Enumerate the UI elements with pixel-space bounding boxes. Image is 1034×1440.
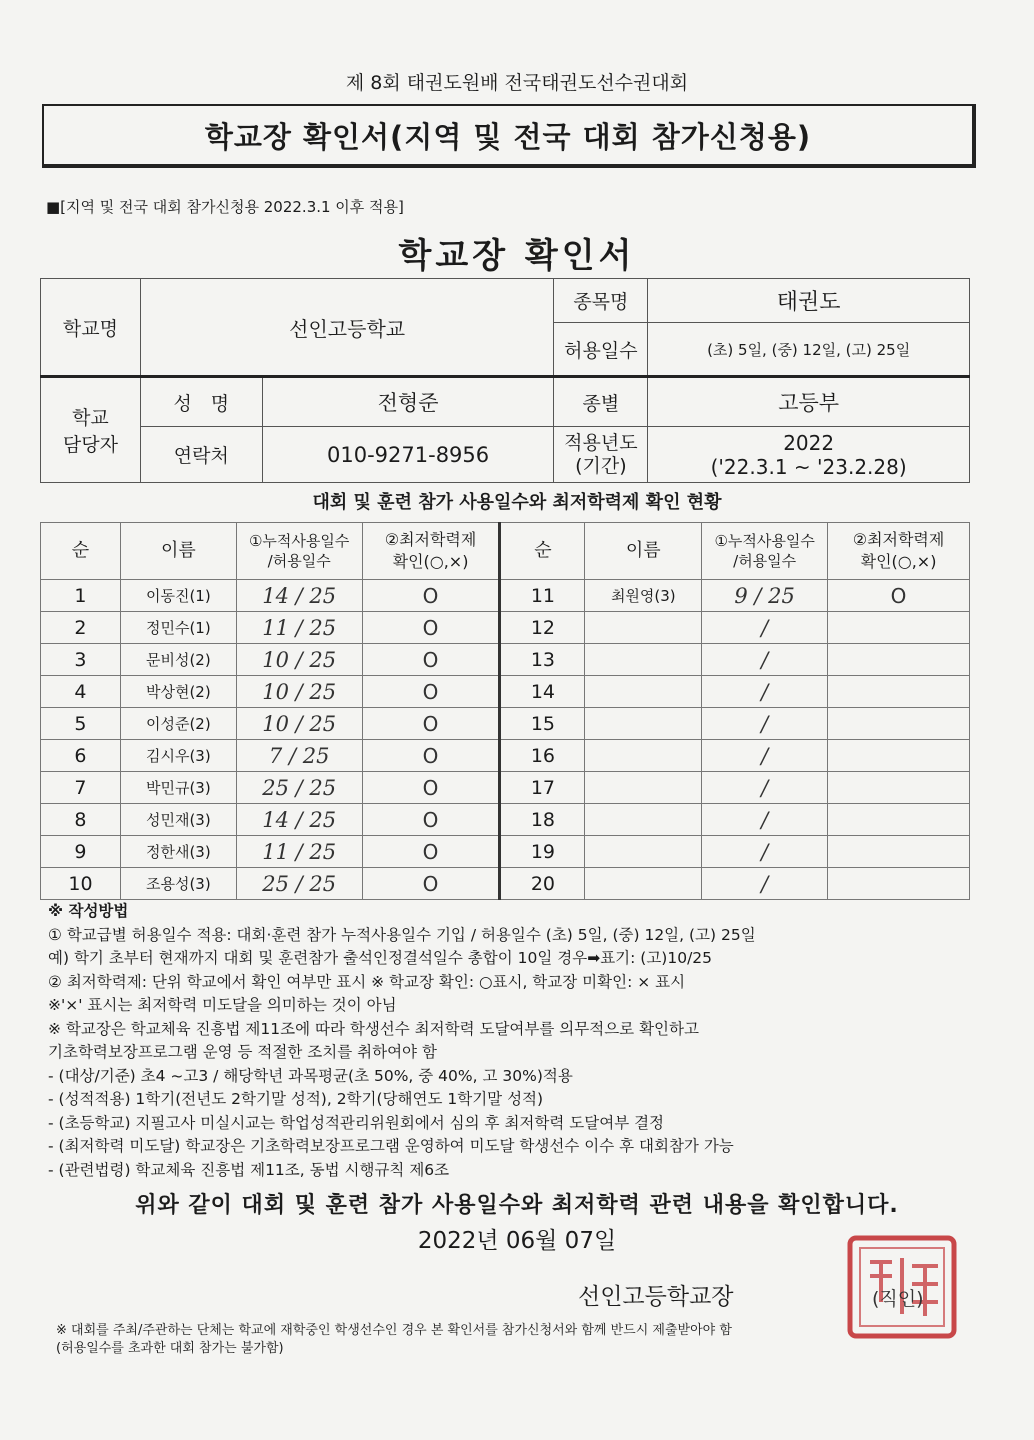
used-days: 7 / 25 bbox=[236, 740, 362, 772]
min-academic-check bbox=[828, 868, 970, 900]
row-number: 5 bbox=[41, 708, 121, 740]
col-min-header-2-line-1: ②최저학력제 bbox=[852, 530, 945, 550]
athlete-name: 문비성(2) bbox=[120, 644, 236, 676]
instruction-line: - (대상/기준) 초4 ~고3 / 해당학년 과목평균(초 50%, 중 40%, 고 30%)적용 bbox=[48, 1066, 573, 1085]
instruction-line: ② 최저학력제: 단위 학교에서 확인 여부만 표시 ※ 학교장 확인: ○표시, 학교장 미확인: × 표시 bbox=[48, 972, 686, 991]
applicability-note: ■[지역 및 전국 대회 참가신청용 2022.3.1 이후 적용] bbox=[46, 198, 404, 216]
year-label-line-2: (기간) bbox=[575, 454, 627, 477]
athlete-name: 박상현(2) bbox=[120, 676, 236, 708]
used-days: / bbox=[702, 772, 828, 804]
min-academic-check: O bbox=[362, 708, 500, 740]
allowed-days-label: 허용일수 bbox=[554, 323, 648, 377]
year-value-line-1: 2022 bbox=[783, 430, 835, 455]
col-min-header bbox=[362, 523, 500, 580]
row-number: 7 bbox=[41, 772, 121, 804]
school-value: 선인고등학교 bbox=[140, 279, 554, 377]
footnote bbox=[56, 1322, 996, 1358]
row-number: 12 bbox=[500, 612, 585, 644]
col-name-header-2: 이름 bbox=[585, 523, 702, 580]
min-academic-check bbox=[828, 836, 970, 868]
min-academic-check bbox=[828, 676, 970, 708]
row-number: 6 bbox=[41, 740, 121, 772]
table-row bbox=[41, 836, 970, 868]
instructions-title: ※ 작성방법 bbox=[48, 902, 129, 920]
row-number: 17 bbox=[500, 772, 585, 804]
athlete-name: 성민재(3) bbox=[120, 804, 236, 836]
year-value bbox=[648, 427, 970, 483]
used-days: 25 / 25 bbox=[236, 772, 362, 804]
athlete-name: 박민규(3) bbox=[120, 772, 236, 804]
document-heading: 학교장 확인서(지역 및 전국 대회 참가신청용) bbox=[204, 119, 812, 154]
athlete-name: 김시우(3) bbox=[120, 740, 236, 772]
row-number: 19 bbox=[500, 836, 585, 868]
allowed-days-value: (초) 5일, (중) 12일, (고) 25일 bbox=[648, 323, 970, 377]
used-days: / bbox=[702, 836, 828, 868]
instructions bbox=[48, 900, 978, 1182]
footnote-line-2: (허용일수를 초과한 대회 참가는 불가함) bbox=[56, 1341, 284, 1356]
col-days-header-2-line-1: ①누적사용일수 bbox=[714, 531, 815, 550]
athlete-name: 정한새(3) bbox=[120, 836, 236, 868]
table-row bbox=[41, 868, 970, 900]
used-days: 9 / 25 bbox=[702, 580, 828, 612]
athlete-name bbox=[585, 772, 702, 804]
row-number: 18 bbox=[500, 804, 585, 836]
min-academic-check bbox=[828, 644, 970, 676]
col-days-header-2 bbox=[702, 523, 828, 580]
col-no-header-2: 순 bbox=[500, 523, 585, 580]
school-label: 학교명 bbox=[41, 279, 141, 377]
col-min-header-line-1: ②최저학력제 bbox=[384, 530, 477, 550]
row-number: 8 bbox=[41, 804, 121, 836]
used-days: 25 / 25 bbox=[236, 868, 362, 900]
min-academic-check bbox=[828, 612, 970, 644]
seal-label: (직인) bbox=[872, 1288, 924, 1310]
section-title: 대회 및 훈련 참가 사용일수와 최저학력제 확인 현황 bbox=[312, 492, 722, 513]
instruction-line: 예) 학기 초부터 현재까지 대회 및 훈련참가 출석인정결석일수 총합이 10일 경우➡표기: (고)10/25 bbox=[48, 949, 713, 967]
principal-title: 선인고등학교장 bbox=[578, 1284, 734, 1310]
col-min-header-2-line-2: 확인(○,×) bbox=[860, 552, 937, 571]
document-heading-box bbox=[42, 104, 976, 168]
col-min-header-2 bbox=[828, 523, 970, 580]
row-number: 20 bbox=[500, 868, 585, 900]
used-days: 10 / 25 bbox=[236, 676, 362, 708]
name-label: 성 명 bbox=[140, 377, 262, 427]
manager-label bbox=[41, 377, 141, 483]
instruction-line: - (최저학력 미도달) 학교장은 기초학력보장프로그램 운영하여 미도달 학생선수 이수 후 대회참가 가능 bbox=[48, 1137, 734, 1155]
year-label-line-1: 적용년도 bbox=[564, 431, 638, 454]
table-row bbox=[41, 708, 970, 740]
min-academic-check bbox=[828, 772, 970, 804]
used-days: / bbox=[702, 868, 828, 900]
min-academic-check: O bbox=[362, 804, 500, 836]
row-number: 2 bbox=[41, 612, 121, 644]
used-days: / bbox=[702, 708, 828, 740]
athlete-name: 이동진(1) bbox=[120, 580, 236, 612]
table-row bbox=[41, 676, 970, 708]
contact-value: 010-9271-8956 bbox=[262, 427, 554, 483]
used-days: 11 / 25 bbox=[236, 612, 362, 644]
manager-label-line-1: 학교 bbox=[72, 407, 109, 429]
athlete-name bbox=[585, 612, 702, 644]
min-academic-check: O bbox=[362, 676, 500, 708]
used-days: / bbox=[702, 804, 828, 836]
instruction-line: ※ 학교장은 학교체육 진흥법 제11조에 따라 학생선수 최저학력 도달여부를 의무적으로 확인하고 bbox=[48, 1019, 699, 1038]
used-days: 11 / 25 bbox=[236, 836, 362, 868]
min-academic-check: O bbox=[828, 580, 970, 612]
year-label bbox=[554, 427, 648, 483]
row-number: 11 bbox=[500, 580, 585, 612]
min-academic-check bbox=[828, 708, 970, 740]
table-row bbox=[41, 644, 970, 676]
instruction-line: - (성적적용) 1학기(전년도 2학기말 성적), 2학기(당해연도 1학기말 성적) bbox=[48, 1090, 544, 1108]
used-days: / bbox=[702, 644, 828, 676]
school-info-table bbox=[40, 278, 970, 483]
sport-value: 태권도 bbox=[648, 279, 970, 323]
page-title: 학교장 확인서 bbox=[398, 236, 636, 276]
manager-name: 전형준 bbox=[262, 377, 554, 427]
row-number: 3 bbox=[41, 644, 121, 676]
used-days: / bbox=[702, 676, 828, 708]
athlete-name bbox=[585, 836, 702, 868]
division-value: 고등부 bbox=[648, 377, 970, 427]
athlete-name bbox=[585, 740, 702, 772]
year-value-line-2: ('22.3.1 ~ '23.2.28) bbox=[710, 454, 907, 479]
col-days-header-line-2: /허용일수 bbox=[267, 552, 331, 570]
row-number: 14 bbox=[500, 676, 585, 708]
instruction-line: - (초등학교) 지필고사 미실시교는 학업성적관리위원회에서 심의 후 최저학력 도달여부 결정 bbox=[48, 1113, 665, 1132]
athlete-name bbox=[585, 868, 702, 900]
col-days-header-line-1: ①누적사용일수 bbox=[248, 531, 350, 550]
athlete-name: 조용성(3) bbox=[120, 868, 236, 900]
row-number: 10 bbox=[41, 868, 121, 900]
table-row bbox=[41, 580, 970, 612]
row-number: 16 bbox=[500, 740, 585, 772]
manager-label-line-2: 담당자 bbox=[62, 434, 118, 456]
athlete-name bbox=[585, 804, 702, 836]
confirmation-statement: 위와 같이 대회 및 훈련 참가 사용일수와 최저학력 관련 내용을 확인합니다. bbox=[135, 1193, 899, 1218]
table-row bbox=[41, 772, 970, 804]
instruction-line: - (관련법령) 학교체육 진흥법 제11조, 동법 시행규칙 제6조 bbox=[48, 1160, 450, 1179]
contact-label: 연락처 bbox=[140, 427, 262, 483]
row-number: 13 bbox=[500, 644, 585, 676]
min-academic-check: O bbox=[362, 836, 500, 868]
footnote-line-1: ※ 대회를 주최/주관하는 단체는 학교에 재학중인 학생선수인 경우 본 확인서를 참가신청서와 함께 반드시 제출받아야 함 bbox=[56, 1323, 732, 1338]
table-row bbox=[41, 804, 970, 836]
min-academic-check: O bbox=[362, 580, 500, 612]
col-name-header: 이름 bbox=[120, 523, 236, 580]
min-academic-check: O bbox=[362, 644, 500, 676]
used-days: 10 / 25 bbox=[236, 708, 362, 740]
col-no-header: 순 bbox=[41, 523, 121, 580]
used-days: 14 / 25 bbox=[236, 804, 362, 836]
used-days: 14 / 25 bbox=[236, 580, 362, 612]
athlete-name bbox=[585, 644, 702, 676]
row-number: 9 bbox=[41, 836, 121, 868]
row-number: 4 bbox=[41, 676, 121, 708]
min-academic-check: O bbox=[362, 612, 500, 644]
used-days: / bbox=[702, 612, 828, 644]
used-days: / bbox=[702, 740, 828, 772]
athlete-name: 최원영(3) bbox=[585, 580, 702, 612]
col-days-header bbox=[236, 523, 362, 580]
min-academic-check: O bbox=[362, 740, 500, 772]
min-academic-check: O bbox=[362, 772, 500, 804]
col-days-header-2-line-2: /허용일수 bbox=[733, 552, 797, 570]
athlete-table bbox=[40, 522, 970, 900]
athlete-name bbox=[585, 708, 702, 740]
instruction-line: ① 학교급별 허용일수 적용: 대회·훈련 참가 누적사용일수 기입 / 허용일수 (초) 5일, (중) 12일, (고) 25일 bbox=[48, 925, 756, 944]
division-label: 종별 bbox=[554, 377, 648, 427]
athlete-name: 이성준(2) bbox=[120, 708, 236, 740]
document-date: 2022년 06월 07일 bbox=[417, 1228, 617, 1254]
min-academic-check: O bbox=[362, 868, 500, 900]
athlete-name: 정민수(1) bbox=[120, 612, 236, 644]
row-number: 15 bbox=[500, 708, 585, 740]
instruction-line: 기초학력보장프로그램 운영 등 적절한 조치를 취하여야 함 bbox=[48, 1043, 437, 1061]
col-min-header-line-2: 확인(○,×) bbox=[392, 552, 469, 571]
athlete-name bbox=[585, 676, 702, 708]
instruction-line: ※'×' 표시는 최저학력 미도달을 의미하는 것이 아님 bbox=[48, 996, 397, 1014]
row-number: 1 bbox=[41, 580, 121, 612]
sport-label: 종목명 bbox=[554, 279, 648, 323]
table-row bbox=[41, 612, 970, 644]
table-row bbox=[41, 740, 970, 772]
min-academic-check bbox=[828, 804, 970, 836]
used-days: 10 / 25 bbox=[236, 644, 362, 676]
event-title: 제 8회 태권도원배 전국태권도선수권대회 bbox=[345, 72, 689, 94]
min-academic-check bbox=[828, 740, 970, 772]
